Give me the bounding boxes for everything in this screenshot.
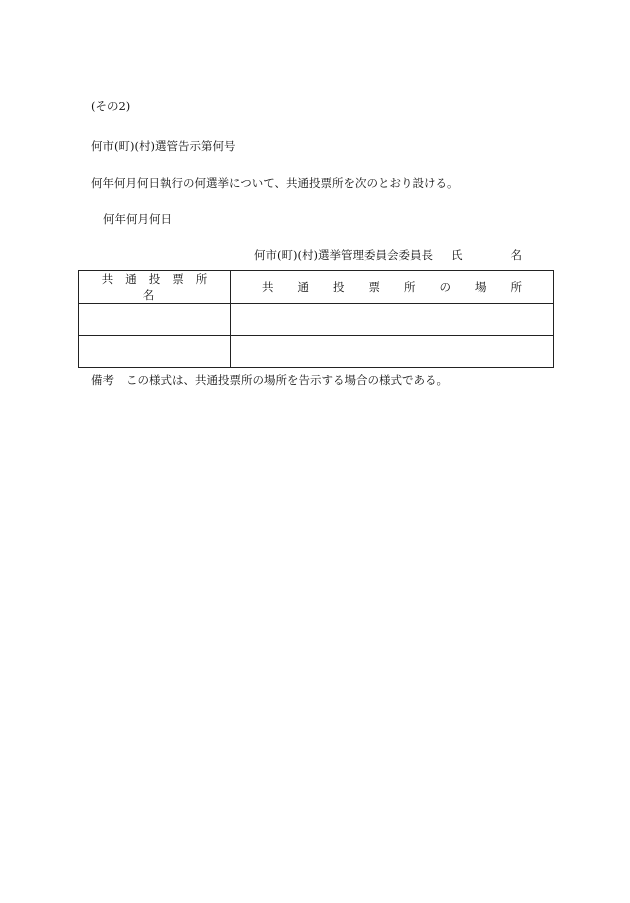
signature-name-last: 名	[510, 248, 522, 262]
table-header-row	[79, 271, 554, 304]
header-place-location	[231, 271, 554, 304]
remark-line	[91, 372, 448, 388]
notice-number: 何市(町)(村)選管告示第何号	[91, 139, 236, 153]
remark-head: 備考	[91, 373, 114, 387]
signature-title: 何市(町)(村)選挙管理委員会委員長	[254, 248, 433, 262]
table-cell	[231, 304, 554, 336]
signature-name	[451, 247, 522, 263]
polling-places-table	[78, 270, 554, 368]
header-place-location-label: 共通投票所の場所	[262, 280, 546, 294]
header-place-name-label: 共通投票所名	[101, 272, 220, 302]
date-line: 何年何月何日	[103, 212, 172, 226]
remark-text: この様式は、共通投票所の場所を告示する場合の様式である。	[126, 373, 448, 387]
table-cell	[231, 336, 554, 368]
table-cell	[79, 336, 231, 368]
signature-name-first: 氏	[451, 248, 463, 262]
notice-body-text: 何年何月何日執行の何選挙について、共通投票所を次のとおり設ける。	[91, 176, 459, 190]
header-place-name	[79, 271, 231, 304]
table-row	[79, 336, 554, 368]
table-row	[79, 304, 554, 336]
table-cell	[79, 304, 231, 336]
part-label: (その2)	[91, 99, 131, 113]
